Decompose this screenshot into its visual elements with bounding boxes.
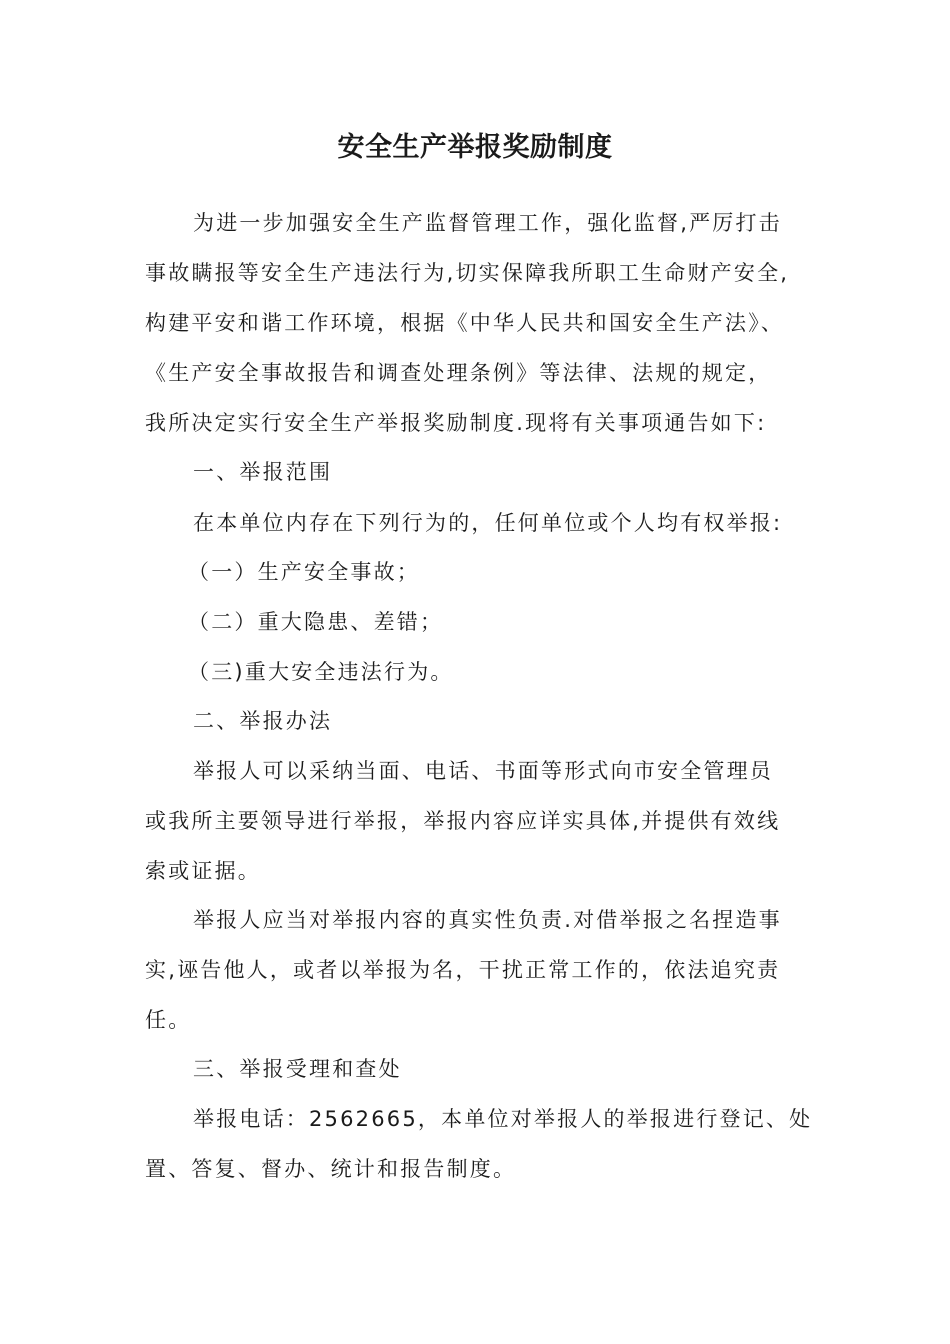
section-heading-scope: 一、举报范围	[193, 460, 333, 484]
list-item: （三)重大安全违法行为。	[188, 660, 454, 684]
paragraph-line: 任。	[145, 1008, 192, 1032]
paragraph-line: 或我所主要领导进行举报，举报内容应详实具体,并提供有效线	[145, 809, 781, 833]
list-item: （一）生产安全事故；	[188, 560, 420, 584]
section-heading-handling: 三、举报受理和查处	[193, 1057, 402, 1081]
paragraph-line: 实,诬告他人，或者以举报为名，干扰正常工作的，依法追究责	[145, 958, 781, 982]
paragraph-line: 为进一步加强安全生产监督管理工作，强化监督,严厉打击	[193, 211, 782, 235]
paragraph-line: 在本单位内存在下列行为的，任何单位或个人均有权举报:	[193, 511, 783, 535]
document-title: 安全生产举报奖励制度	[337, 132, 613, 163]
paragraph-line: 事故瞒报等安全生产违法行为,切实保障我所职工生命财产安全,	[145, 261, 790, 285]
paragraph-line: 索或证据。	[145, 859, 261, 883]
list-item: （二）重大隐患、差错；	[188, 610, 444, 634]
paragraph-line: 《生产安全事故报告和调查处理条例》等法律、法规的规定，	[145, 361, 772, 385]
paragraph-line: 我所决定实行安全生产举报奖励制度.现将有关事项通告如下:	[145, 411, 767, 435]
paragraph-line: 构建平安和谐工作环境，根据《中华人民共和国安全生产法》、	[145, 311, 785, 335]
section-heading-method: 二、举报办法	[193, 709, 333, 733]
paragraph-line: 举报人应当对举报内容的真实性负责.对借举报之名捏造事	[193, 908, 782, 932]
paragraph-line: 置、答复、督办、统计和报告制度。	[145, 1157, 517, 1181]
paragraph-line: 举报电话：2562665，本单位对举报人的举报进行登记、处	[193, 1107, 813, 1131]
paragraph-line: 举报人可以采纳当面、电话、书面等形式向市安全管理员	[193, 759, 773, 783]
